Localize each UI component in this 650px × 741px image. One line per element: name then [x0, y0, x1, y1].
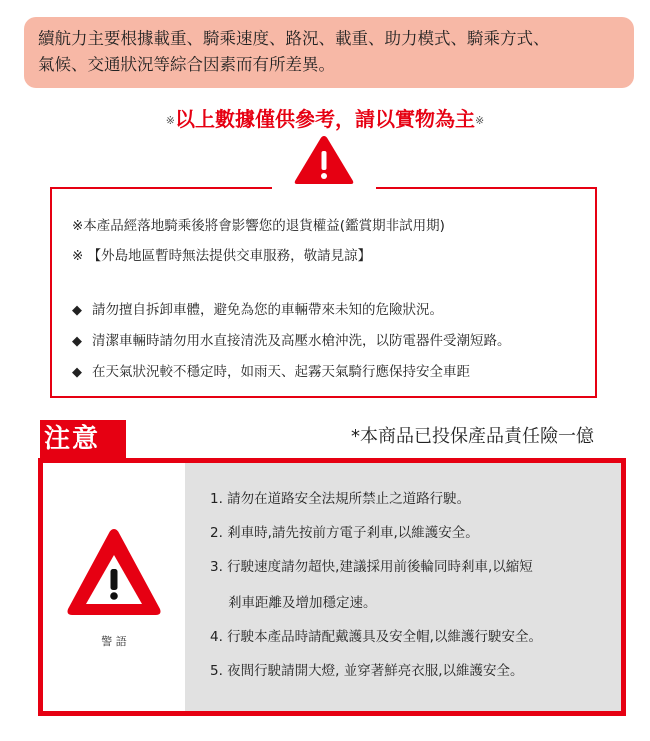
caution-rule: 5. 夜間行駛請開大燈, 並穿著鮮亮衣服,以維護安全。 [210, 663, 524, 679]
notice-bullet-item [72, 360, 470, 380]
disclaimer-text: 以上數據僅供參考，請以實物為主 [175, 107, 475, 131]
range-note-line-2: 氣候、交通狀況等綜合因素而有所差異。 [38, 55, 335, 74]
notice-bullet-item [72, 329, 511, 349]
reference-mark-right: ※ [475, 114, 485, 127]
insurance-note: *本商品已投保產品責任險一億 [351, 426, 594, 447]
warning-sign-panel [43, 463, 185, 711]
caution-rule: 4. 行駛本產品時請配戴護具及安全帽,以維護行駛安全。 [210, 629, 542, 645]
caution-rule: 3. 行駛速度請勿超快,建議採用前後輪同時剎車,以縮短 [210, 559, 533, 575]
range-note-box [24, 17, 634, 88]
caution-rule-continuation: 剎車距離及增加穩定速。 [228, 595, 377, 611]
warning-sign-icon [64, 525, 164, 621]
disclaimer-heading [0, 103, 650, 132]
notice-bullet-text: 請勿擅自拆卸車體，避免為您的車輛帶來未知的危險狀況。 [92, 302, 443, 318]
island-delivery-note: ※ 【外島地區暫時無法提供交車服務，敬請見諒】 [72, 248, 372, 264]
caution-rule: 1. 請勿在道路安全法規所禁止之道路行駛。 [210, 491, 471, 507]
caution-rule: 2. 剎車時,請先按前方電子剎車,以維護安全。 [210, 525, 479, 541]
notice-bullet-item [72, 298, 443, 318]
reference-mark-left: ※ [165, 114, 175, 127]
warning-triangle-icon [272, 134, 376, 208]
caution-label: 注意 [40, 420, 126, 458]
notice-bullet-text: 清潔車輛時請勿用水直接清洗及高壓水槍沖洗，以防電器件受潮短路。 [92, 333, 511, 349]
diamond-bullet-icon: ◆ [72, 334, 82, 349]
return-policy-note: ※本產品經落地騎乘後將會影響您的退貨權益(鑑賞期非試用期) [72, 218, 445, 234]
diamond-bullet-icon: ◆ [72, 365, 82, 380]
range-note-line-1: 續航力主要根據載重、騎乘速度、路況、載重、助力模式、騎乘方式、 [38, 29, 550, 48]
warning-caption: 警 語 [101, 635, 127, 648]
notice-bullet-text: 在天氣狀況較不穩定時，如雨天、起霧天氣騎行應保持安全車距 [92, 364, 470, 380]
diamond-bullet-icon: ◆ [72, 303, 82, 318]
